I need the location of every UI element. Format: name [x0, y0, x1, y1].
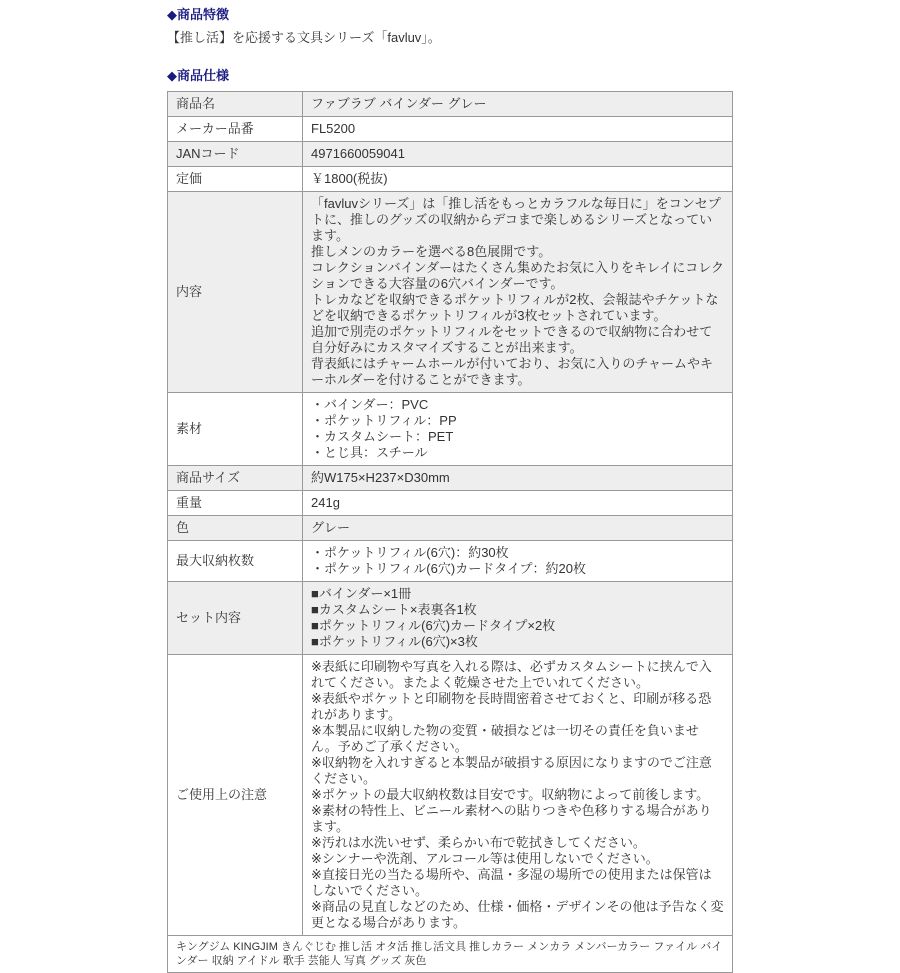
spec-row-label: 商品サイズ: [168, 466, 303, 491]
spec-value-line: 推しメンのカラーを選べる8色展開です。: [311, 244, 552, 259]
spec-value-line: ・カスタムシート：PET: [311, 429, 454, 444]
spec-row-value: [303, 117, 733, 142]
spec-table-body: [168, 92, 733, 973]
spec-row-value: [303, 142, 733, 167]
spec-table-row: [168, 655, 733, 936]
spec-row-value: [303, 167, 733, 192]
spec-value-line: ■ポケットリフィル(6穴)×3枚: [311, 634, 478, 649]
keywords-row: [168, 936, 733, 973]
spec-row-label: 重量: [168, 491, 303, 516]
spec-table-row: [168, 92, 733, 117]
spec-value-line: FL5200: [311, 121, 356, 136]
spec-value-line: ■バインダー×1冊: [311, 586, 412, 601]
spec-value-line: ・ポケットリフィル(6穴)：約30枚: [311, 545, 509, 560]
spec-value-line: ■ポケットリフィル(6穴)カードタイプ×2枚: [311, 618, 556, 633]
spec-row-value: [303, 655, 733, 936]
spec-row-value: [303, 516, 733, 541]
spec-value-line: ■カスタムシート×表裏各1枚: [311, 602, 477, 617]
spec-value-line: ・ポケットリフィル：PP: [311, 413, 457, 428]
spec-value-line: ￥1800(税抜): [311, 171, 388, 186]
spec-table-row: [168, 192, 733, 393]
spec-value-line: ※表紙に印刷物や写真を入れる際は、必ずカスタムシートに挟んで入れてください。またよく乾燥させた上でいれてください。: [311, 659, 712, 690]
spec-row-value: [303, 541, 733, 582]
spec-table: [167, 91, 733, 973]
spec-value-line: ・バインダー：PVC: [311, 397, 429, 412]
keywords-text: キングジム KINGJIM きんぐじむ 推し活 オタ活 推し活文具 推しカラー メンカラ メンバーカラー ファイル バインダー 収納 アイドル 歌手 芸能人 写真 グッズ 灰色: [168, 936, 733, 973]
spec-value-line: 背表紙にはチャームホールが付いており、お気に入りのチャームやキーホルダーを付けることができます。: [311, 356, 713, 387]
spec-value-line: ※直接日光の当たる場所や、高温・多湿の場所での使用または保管はしないでください。: [311, 867, 712, 898]
spec-row-label: 定価: [168, 167, 303, 192]
spec-value-line: ファブラブ バインダー グレー: [311, 96, 487, 111]
spec-value-line: グレー: [311, 520, 351, 535]
product-description-page: [167, 0, 733, 973]
spec-row-value: [303, 92, 733, 117]
features-heading: ◆商品特徴: [167, 7, 229, 22]
spec-table-row: [168, 142, 733, 167]
spec-value-line: 4971660059041: [311, 146, 405, 161]
spec-row-label: ご使用上の注意: [168, 655, 303, 936]
spec-value-line: ※商品の見直しなどのため、仕様・価格・デザインその他は予告なく変更となる場合があります。: [311, 899, 724, 930]
spec-value-line: ※本製品に収納した物の変質・破損などは一切その責任を負いません。予めご了承ください。: [311, 723, 699, 754]
spec-row-label: 色: [168, 516, 303, 541]
spec-table-row: [168, 516, 733, 541]
spec-value-line: ※ポケットの最大収納枚数は目安です。収納物によって前後します。: [311, 787, 710, 802]
spec-table-row: [168, 117, 733, 142]
spec-value-line: ※表紙やポケットと印刷物を長時間密着させておくと、印刷が移る恐れがあります。: [311, 691, 712, 722]
spec-value-line: ・とじ具：スチール: [311, 445, 428, 460]
spec-value-line: コレクションバインダーはたくさん集めたお気に入りをキレイにコレクションできる大容量の6穴バインダーです。: [311, 260, 725, 291]
spec-value-line: 241g: [311, 495, 340, 510]
spec-row-label: 内容: [168, 192, 303, 393]
spec-table-row: [168, 466, 733, 491]
spec-value-line: 約W175×H237×D30mm: [311, 470, 450, 485]
spec-row-value: [303, 192, 733, 393]
spec-row-value: [303, 393, 733, 466]
spec-value-line: ※汚れは水洗いせず、柔らかい布で乾拭きしてください。: [311, 835, 646, 850]
spec-row-label: セット内容: [168, 582, 303, 655]
spec-row-label: JANコード: [168, 142, 303, 167]
spec-value-line: 「favluvシリーズ」は「推し活をもっとカラフルな毎日に」をコンセプトに、推しのグッズの収納からデコまで楽しめるシリーズとなっています。: [311, 196, 721, 243]
spec-row-value: [303, 466, 733, 491]
spec-row-label: 素材: [168, 393, 303, 466]
spec-table-row: [168, 393, 733, 466]
spec-row-value: [303, 491, 733, 516]
spec-table-row: [168, 167, 733, 192]
spec-value-line: ※素材の特性上、ビニール素材への貼りつきや色移りする場合があります。: [311, 803, 712, 834]
spec-value-line: ※収納物を入れすぎると本製品が破損する原因になりますのでご注意ください。: [311, 755, 712, 786]
spec-value-line: ・ポケットリフィル(6穴)カードタイプ：約20枚: [311, 561, 587, 576]
spec-table-row: [168, 541, 733, 582]
spec-value-line: トレカなどを収納できるポケットリフィルが2枚、会報誌やチケットなどを収納できるポケットリフィルが3枚セットされています。: [311, 292, 719, 323]
spec-heading: ◆商品仕様: [167, 68, 229, 83]
spec-value-line: 追加で別売のポケットリフィルをセットできるので収納物に合わせて自分好みにカスタマイズすることが出来ます。: [311, 324, 713, 355]
spec-row-label: 最大収納枚数: [168, 541, 303, 582]
spec-row-value: [303, 582, 733, 655]
spec-value-line: ※シンナーや洗剤、アルコール等は使用しないでください。: [311, 851, 659, 866]
spec-table-row: [168, 491, 733, 516]
spec-row-label: 商品名: [168, 92, 303, 117]
features-text: 【推し活】を応援する文具シリーズ「favluv」。: [167, 30, 441, 45]
spec-table-row: [168, 582, 733, 655]
spec-row-label: メーカー品番: [168, 117, 303, 142]
